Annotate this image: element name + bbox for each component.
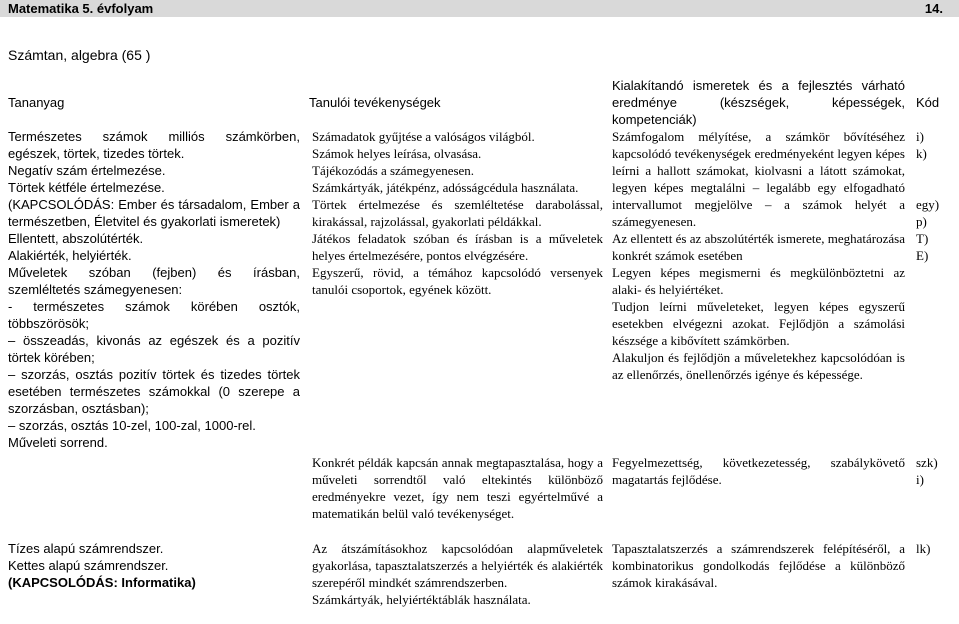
code-line: szk) — [916, 455, 938, 470]
tananyag-line: Negatív szám értelmezése. — [8, 163, 166, 178]
activity-line: Számok helyes leírása, olvasása. — [312, 146, 482, 161]
activity-line: Törtek értelmezése és szemléltetése darabolással, kirakással, rajzolással, gyakorlati példákkal. — [312, 197, 603, 229]
tananyag-line: Törtek kétféle értelmezése. — [8, 180, 165, 195]
code-line: T) — [916, 231, 929, 246]
header-tananyag: Tananyag — [8, 95, 65, 110]
activity-line: Konkrét példák kapcsán annak megtapasztalása, hogy a műveleti sorrendtől való eltekintés különböző eredményekre vezet, így nem teszi egyértelművé a matematikán belül való tevékenységet. — [312, 455, 603, 521]
tananyag-line: Műveleti sorrend. — [8, 435, 108, 450]
competency-line: Tudjon leírni műveleteket, legyen képes egyszerű esetekben elvégezni azokat. Fejlődjön a számolási készsége a kibővített számkörben. — [612, 299, 905, 348]
row2-kod — [916, 454, 956, 488]
tananyag-line: – szorzás, osztás pozitív törtek és tizedes törtek esetében természetes számokkal (0 szerepe a szorzásban, osztásban); — [8, 367, 300, 416]
row1-kod — [916, 128, 956, 264]
tananyag-line: Alakiérték, helyiérték. — [8, 248, 132, 263]
tananyag-line: (KAPCSOLÓDÁS: Informatika) — [8, 575, 196, 590]
header-kod: Kód — [916, 95, 940, 110]
competency-line: Fegyelmezettség, következetesség, szabálykövető magatartás fejlődése. — [612, 455, 905, 487]
header-kompetenciak: Kialakítandó ismeretek és a fejlesztés várható eredménye (készségek, képességek, kompetenciák) — [612, 78, 905, 127]
subject-title: Matematika 5. évfolyam — [8, 1, 154, 16]
activity-line: Tájékozódás a számegyenesen. — [312, 163, 475, 178]
page-header — [0, 0, 959, 17]
code-line — [916, 179, 956, 196]
competency-line: Az ellentett és az abszolútérték ismerete, meghatározása konkrét számok esetében — [612, 231, 905, 263]
competency-line: Számfogalom mélyítése, a számkör bővítéséhez kapcsolódó tevékenységek eredményeként legyen képes leírni a hallott számokat, kiolvasni a látott számokat, legyen képes megtalálni – legalább egy elfogadható intervallumot megjelölve – a számok helyét a számegyenesen. — [612, 129, 905, 229]
code-line: k) — [916, 146, 927, 161]
activity-line: Számkártyák, játékpénz, adósságcédula használata. — [312, 180, 579, 195]
code-line: i) — [916, 129, 924, 144]
section-title: Számtan, algebra (65 ) — [8, 47, 151, 63]
code-line: i) — [916, 472, 924, 487]
activity-line: Egyszerű, rövid, a témához kapcsolódó versenyek tanulói csoportok, egyének között. — [312, 265, 603, 297]
code-line: egy) — [916, 197, 940, 212]
row3-kompetenciak — [612, 540, 905, 591]
tananyag-line: - természetes számok körében osztók, többszörösök; — [8, 299, 300, 331]
row1-kompetenciak — [612, 128, 905, 383]
row1-tevekenysegek — [312, 128, 603, 298]
row1-tananyag — [8, 128, 300, 451]
tananyag-line: Ellentett, abszolútérték. — [8, 231, 144, 246]
row2-tevekenysegek — [312, 454, 603, 522]
activity-line: Számkártyák, helyiértéktáblák használata. — [312, 592, 531, 607]
tananyag-line: (KAPCSOLÓDÁS: Ember és társadalom, Ember a természetben, Életvitel és gyakorlati ismeretek) — [8, 197, 300, 229]
tananyag-line: – összeadás, kivonás az egészek és a pozitív törtek körében; — [8, 333, 300, 365]
code-line — [916, 162, 956, 179]
page-number: 14. — [924, 1, 943, 16]
competency-line: Alakuljon és fejlődjön a műveletekhez kapcsolódóan is az ellenőrzés, önellenőrzés igénye és képessége. — [612, 350, 905, 382]
code-line: p) — [916, 214, 927, 229]
tananyag-line: Kettes alapú számrendszer. — [8, 558, 169, 573]
competency-line: Tapasztalatszerzés a számrendszerek felépítéséről, a kombinatorikus gondolkodás fejlődése a különböző számok kirakásával. — [612, 541, 905, 590]
code-line: E) — [916, 248, 929, 263]
competency-line: Legyen képes megismerni és megkülönböztetni az alaki- és helyiértéket. — [612, 265, 905, 297]
activity-line: Az átszámításokhoz kapcsolódóan alapműveletek gyakorlása, tapasztalatszerzés a helyiérték és alakiérték szerepéről mindkét számrendszerben. — [312, 541, 603, 590]
activity-line: Számadatok gyűjtése a valóságos világból. — [312, 129, 535, 144]
header-tevekenysegek: Tanulói tevékenységek — [309, 95, 441, 110]
row3-tananyag — [8, 540, 300, 591]
tananyag-line: – szorzás, osztás 10-zel, 100-zal, 1000-rel. — [8, 418, 256, 433]
code-line: lk) — [916, 541, 931, 556]
activity-line: Játékos feladatok szóban és írásban is a műveletek helyes értelmezésére, pontos elvégzésére. — [312, 231, 603, 263]
tananyag-line: Tízes alapú számrendszer. — [8, 541, 164, 556]
row3-tevekenysegek — [312, 540, 603, 608]
tananyag-line: Műveletek szóban (fejben) és írásban, szemléltetés számegyenesen: — [8, 265, 300, 297]
row3-kod — [916, 540, 956, 557]
tananyag-line: Természetes számok milliós számkörben, egészek, törtek, tizedes törtek. — [8, 129, 300, 161]
row2-kompetenciak — [612, 454, 905, 488]
